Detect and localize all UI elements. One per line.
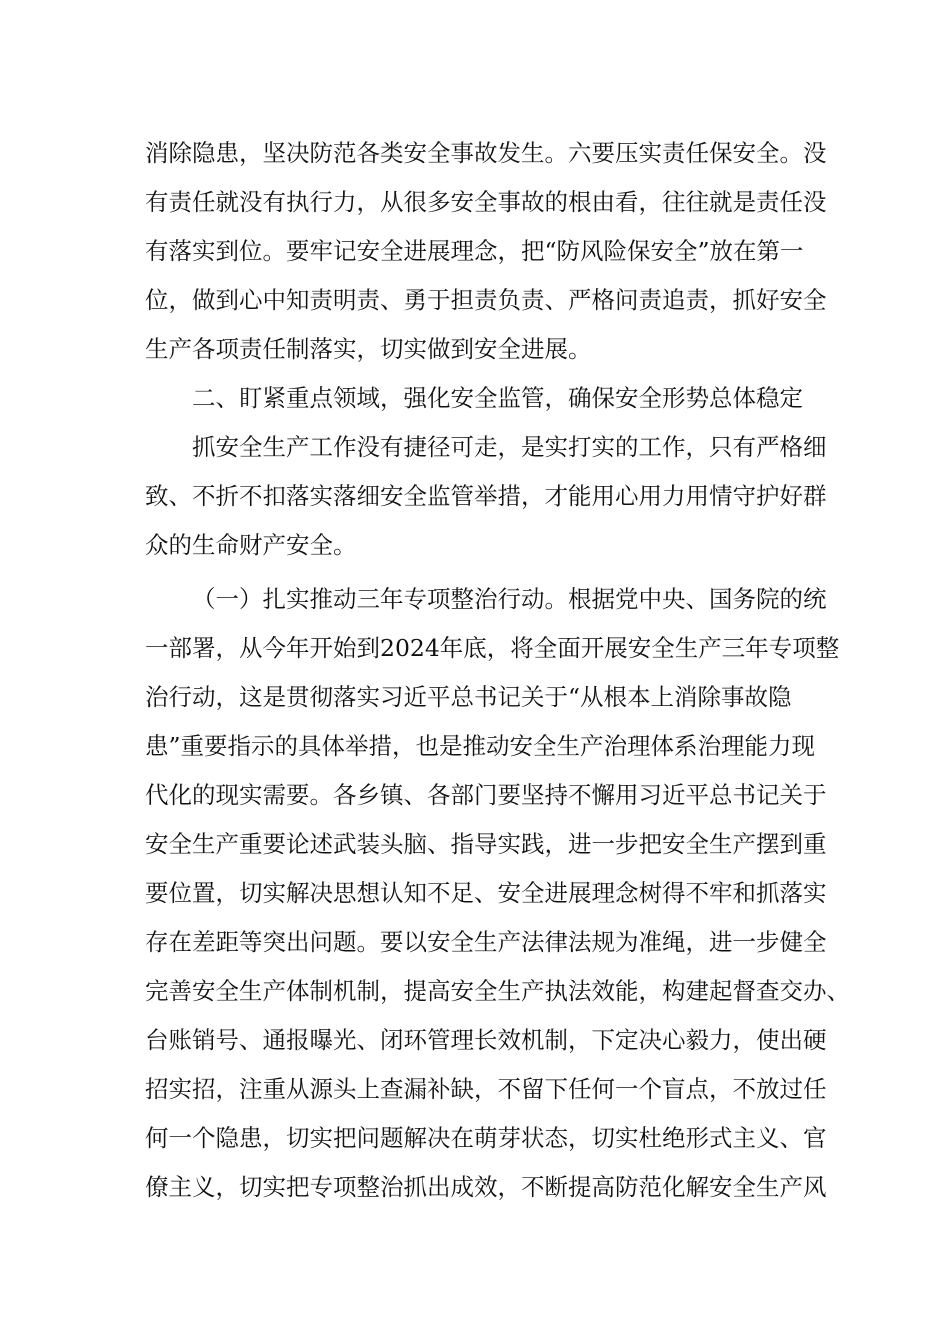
text-line: 患”重要指示的具体举措，也是推动安全生产治理体系治理能力现 (145, 732, 816, 760)
text-line: 致、不折不扣落实落细安全监管举措，才能用心用力用情守护好群 (145, 482, 827, 510)
text-line: 消除隐患，坚决防范各类安全事故发生。六要压实责任保安全。没 (145, 139, 827, 167)
text-line: 治行动，这是贯彻落实习近平总书记关于“从根本上消除事故隐 (145, 683, 792, 711)
text-line: 一部署，从今年开始到2024年底，将全面开展安全生产三年专项整 (145, 634, 840, 662)
text-line: 众的生命财产安全。 (145, 531, 357, 559)
text-line: 何一个隐患，切实把问题解决在萌芽状态，切实杜绝形式主义、官 (145, 1124, 827, 1152)
text-line: 位，做到心中知责明责、勇于担责负责、严格问责追责，抓好安全 (145, 286, 827, 314)
text-line: 代化的现实需要。各乡镇、各部门要坚持不懈用习近平总书记关于 (145, 781, 827, 809)
text-line: 有落实到位。要牢记安全进展理念，把“防风险保安全”放在第一 (145, 237, 804, 265)
text-line: 安全生产重要论述武装头脑、指导实践，进一步把安全生产摆到重 (145, 830, 827, 858)
subsection-start-line: （一）扎实推动三年专项整治行动。根据党中央、国务院的统 (192, 585, 827, 613)
text-line: 要位置，切实解决思想认知不足、安全进展理念树得不牢和抓落实 (145, 879, 827, 907)
text-line: 有责任就没有执行力，从很多安全事故的根由看，往往就是责任没 (145, 188, 827, 216)
text-line: 招实招，注重从源头上查漏补缺，不留下任何一个盲点，不放过任 (145, 1075, 827, 1103)
section-heading: 二、盯紧重点领域，强化安全监管，确保安全形势总体稳定 (192, 384, 803, 412)
text-line: 僚主义，切实把专项整治抓出成效，不断提高防范化解安全生产风 (145, 1173, 827, 1201)
text-line: 存在差距等突出问题。要以安全生产法律法规为准绳，进一步健全 (145, 928, 827, 956)
text-line: 完善安全生产体制机制，提高安全生产执法效能，构建起督查交办、 (145, 977, 850, 1005)
text-line: 台账销号、通报曝光、闭环管理长效机制，下定决心毅力，使出硬 (145, 1026, 827, 1054)
text-line: 生产各项责任制落实，切实做到安全进展。 (145, 335, 592, 363)
text-line: 抓安全生产工作没有捷径可走，是实打实的工作，只有严格细 (192, 433, 827, 461)
